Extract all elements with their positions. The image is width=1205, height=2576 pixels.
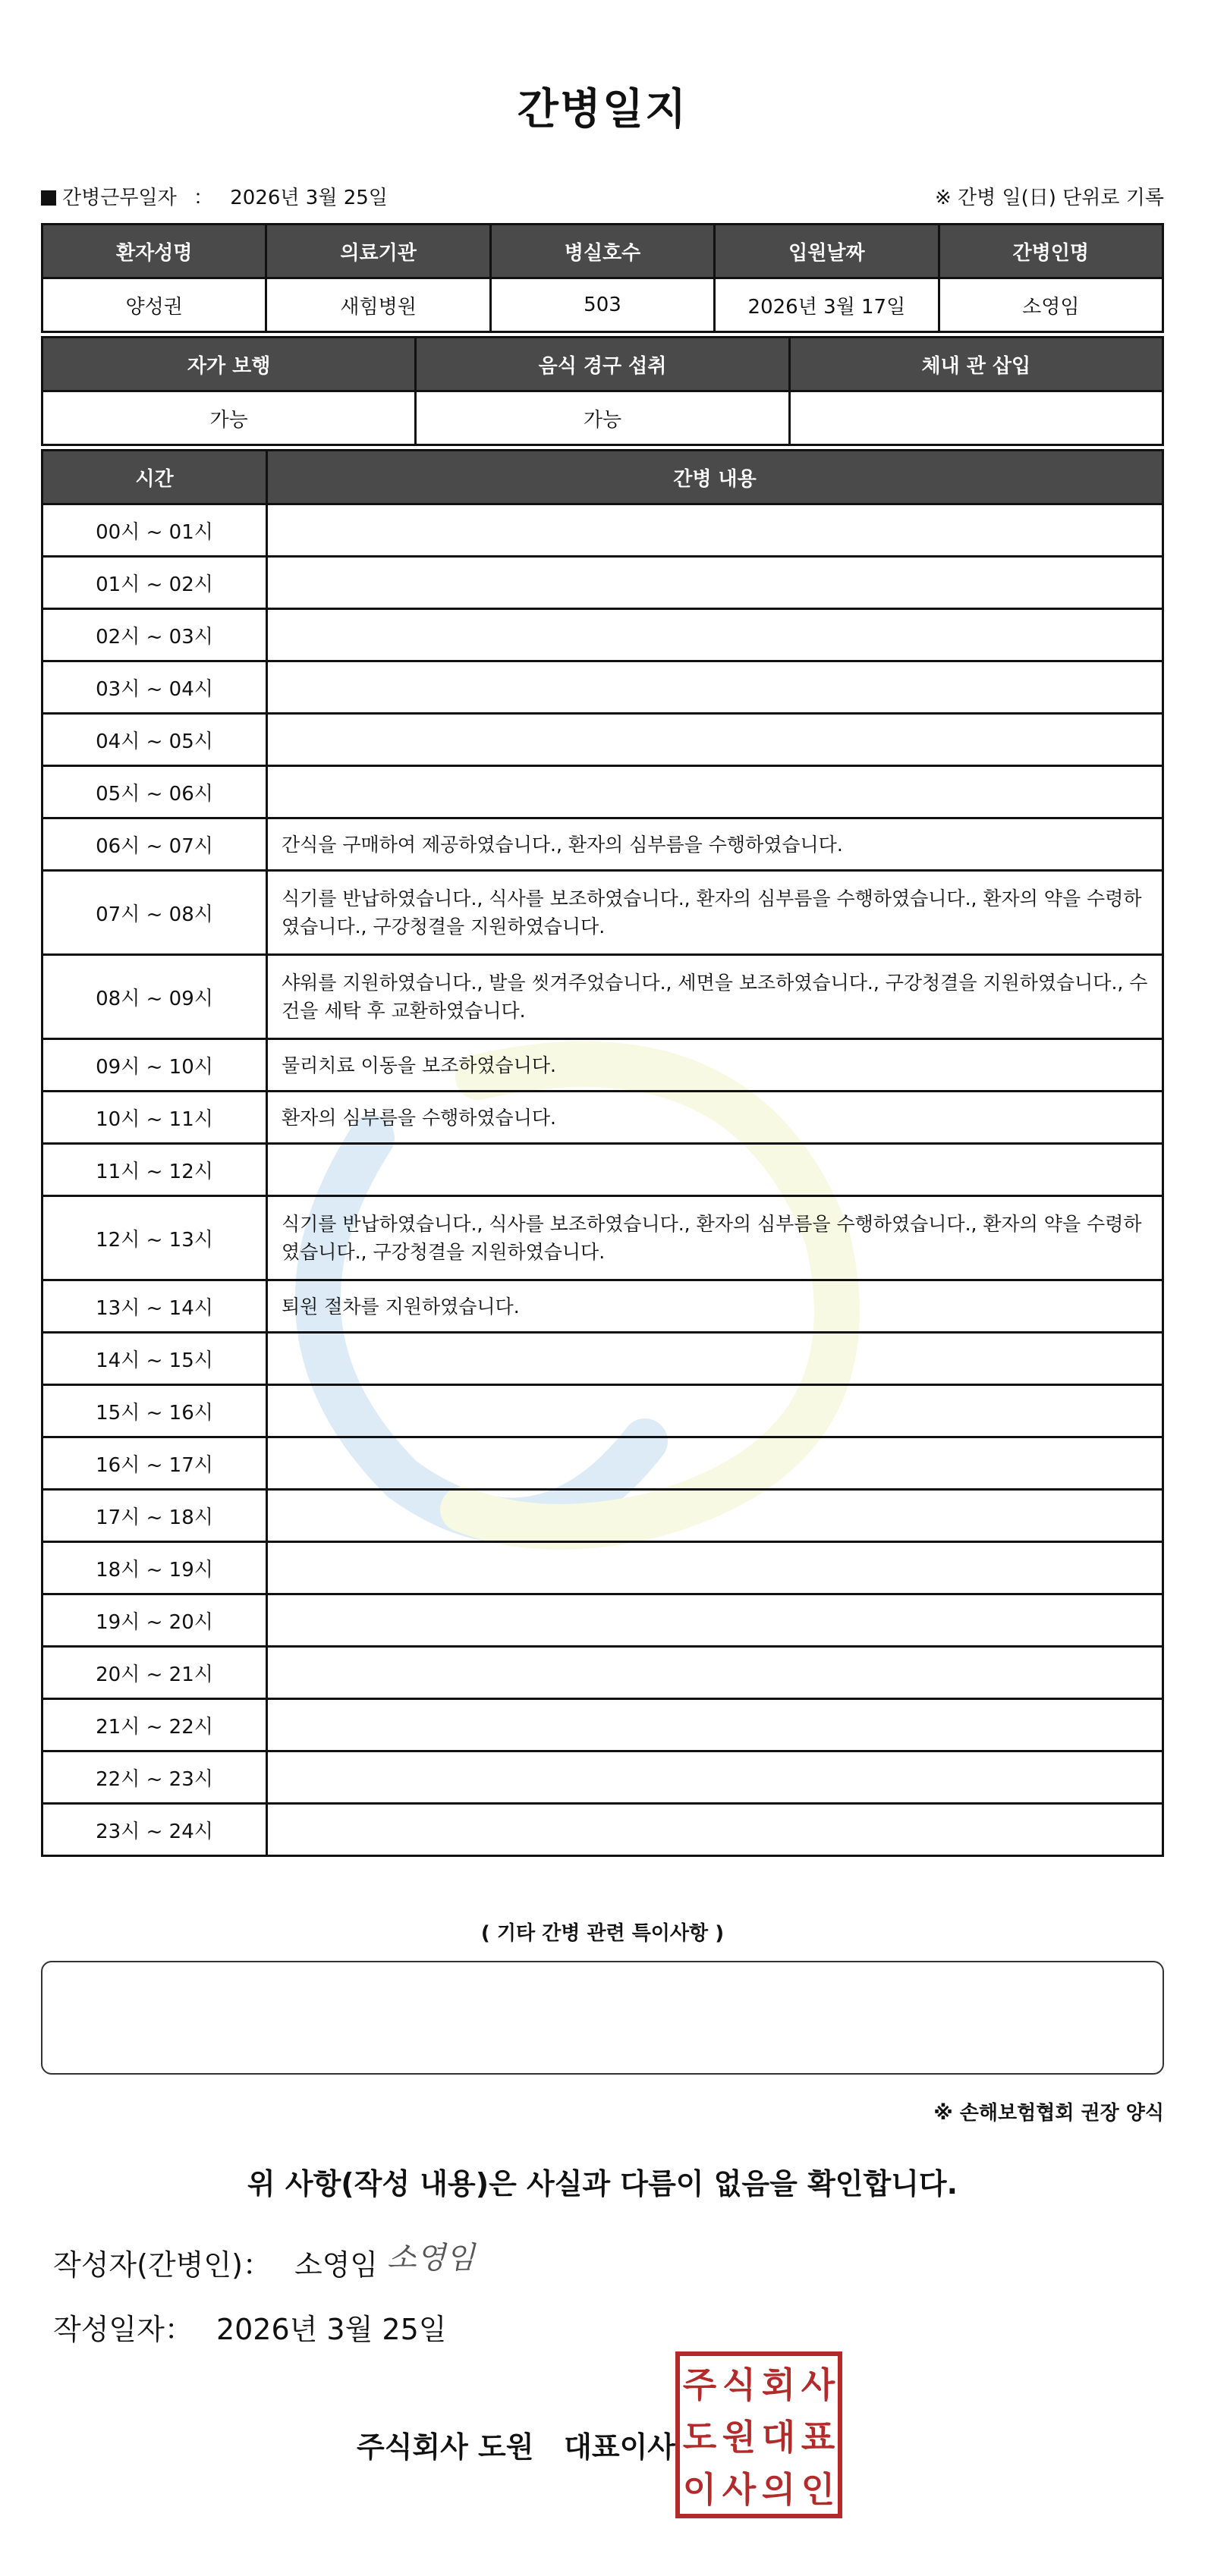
care-log-row (42, 766, 1163, 818)
care-log-content (267, 1385, 1163, 1437)
care-log-row (42, 955, 1163, 1039)
care-log-time: 21시 ~ 22시 (42, 1699, 267, 1751)
care-log-time: 14시 ~ 15시 (42, 1333, 267, 1385)
care-log-row (42, 609, 1163, 661)
seal-character: 주 (682, 2364, 717, 2405)
care-log-content: 물리치료 이동을 보조하였습니다. (267, 1039, 1163, 1092)
square-bullet-icon (41, 190, 56, 206)
seal-character: 도 (682, 2416, 717, 2458)
written-date-value: 2026년 3월 25일 (216, 2313, 447, 2346)
seal-character: 이 (682, 2469, 717, 2511)
care-log-content (267, 609, 1163, 661)
self-walking-value: 가능 (42, 391, 416, 445)
care-log-time: 13시 ~ 14시 (42, 1280, 267, 1333)
seal-character: 표 (801, 2416, 835, 2458)
seal-character: 사 (801, 2364, 835, 2405)
seal-character: 식 (722, 2364, 757, 2405)
care-log-content (267, 766, 1163, 818)
care-log-row (42, 1196, 1163, 1280)
header-care-content: 간병 내용 (267, 451, 1163, 504)
confirmation-statement: 위 사항(작성 내용)은 사실과 다름이 없음을 확인합니다. (247, 2167, 958, 2201)
work-date (41, 182, 388, 210)
care-log-time: 06시 ~ 07시 (42, 818, 267, 871)
meta-row (41, 182, 1164, 212)
care-log-time: 09시 ~ 10시 (42, 1039, 267, 1092)
care-log-row (42, 1039, 1163, 1092)
patient-status-header-row (42, 338, 1163, 391)
care-log-time: 01시 ~ 02시 (42, 557, 267, 609)
care-log-row (42, 1490, 1163, 1542)
care-log-row (42, 1333, 1163, 1385)
care-log-content (267, 1751, 1163, 1804)
care-log-time: 00시 ~ 01시 (42, 504, 267, 557)
oral-intake-value: 가능 (416, 391, 789, 445)
care-log-time: 05시 ~ 06시 (42, 766, 267, 818)
company-representative: 주식회사 도원 대표이사 (357, 2430, 675, 2464)
care-log-content (267, 504, 1163, 557)
care-log-row (42, 1699, 1163, 1751)
care-log-time: 04시 ~ 05시 (42, 714, 267, 766)
care-log-header-row (42, 451, 1163, 504)
care-log-row (42, 1751, 1163, 1804)
header-room: 병실호수 (490, 225, 714, 278)
care-log-content (267, 1594, 1163, 1647)
care-log-table (41, 449, 1164, 1857)
seal-character: 의 (761, 2469, 796, 2511)
care-log-content: 퇴원 절차를 지원하였습니다. (267, 1280, 1163, 1333)
header-admission-date: 입원날짜 (715, 225, 939, 278)
care-log-body (42, 504, 1163, 1856)
writer-name: 소영임 (294, 2248, 379, 2282)
header-patient-name: 환자성명 (42, 225, 266, 278)
writer-line (53, 2241, 378, 2283)
care-log-content (267, 557, 1163, 609)
company-seal-stamp (675, 2351, 842, 2518)
seal-character: 인 (801, 2469, 835, 2511)
special-notes-box (41, 1961, 1164, 2075)
care-log-row (42, 1437, 1163, 1490)
patient-info-value-row (42, 278, 1163, 332)
work-date-value: 2026년 3월 25일 (230, 187, 388, 209)
care-log-row (42, 818, 1163, 871)
care-log-content (267, 661, 1163, 714)
care-log-time: 02시 ~ 03시 (42, 609, 267, 661)
work-date-label: 간병근무일자 (62, 187, 177, 209)
care-log-row (42, 1280, 1163, 1333)
patient-name: 양성권 (42, 278, 266, 332)
patient-status-table (41, 336, 1164, 446)
writer-label: 작성자(간병인)： (53, 2248, 272, 2282)
seal-character: 원 (722, 2416, 757, 2458)
care-log-content (267, 1333, 1163, 1385)
care-log-row (42, 871, 1163, 955)
care-log-time: 10시 ~ 11시 (42, 1092, 267, 1144)
care-log-content (267, 1699, 1163, 1751)
tube-insertion-value (789, 391, 1163, 445)
work-date-separator: ： (193, 187, 213, 209)
seal-character: 대 (761, 2416, 796, 2458)
care-log-content: 환자의 심부름을 수행하였습니다. (267, 1092, 1163, 1144)
hospital-name: 새힘병원 (266, 278, 490, 332)
care-log-row (42, 1804, 1163, 1856)
care-log-content: 샤워를 지원하였습니다., 발을 씻겨주었습니다., 세면을 보조하였습니다., 구강청결을 지원하였습니다., 수건을 세탁 후 교환하였습니다. (267, 955, 1163, 1039)
care-log-content (267, 1490, 1163, 1542)
care-log-row (42, 661, 1163, 714)
care-log-content (267, 1647, 1163, 1699)
care-log-content (267, 1144, 1163, 1196)
seal-character: 회 (761, 2364, 796, 2405)
care-log-time: 20시 ~ 21시 (42, 1647, 267, 1699)
care-log-time: 11시 ~ 12시 (42, 1144, 267, 1196)
care-log-content: 식기를 반납하였습니다., 식사를 보조하였습니다., 환자의 심부름을 수행하였습니다., 환자의 약을 수령하였습니다., 구강청결을 지원하였습니다. (267, 871, 1163, 955)
handwritten-signature: 소영임 (387, 2241, 475, 2276)
admission-date: 2026년 3월 17일 (715, 278, 939, 332)
patient-status-value-row (42, 391, 1163, 445)
care-log-row (42, 1385, 1163, 1437)
care-log-row (42, 1594, 1163, 1647)
special-notes-label: ( 기타 간병 관련 특이사항 ) (480, 1922, 725, 1945)
written-date-line (53, 2306, 446, 2348)
care-log-time: 16시 ~ 17시 (42, 1437, 267, 1490)
header-caregiver-name: 간병인명 (939, 225, 1163, 278)
care-log-time: 12시 ~ 13시 (42, 1196, 267, 1280)
record-note: ※ 간병 일(日) 단위로 기록 (934, 187, 1164, 209)
care-log-time: 23시 ~ 24시 (42, 1804, 267, 1856)
care-log-row (42, 1092, 1163, 1144)
patient-info-table (41, 223, 1164, 333)
care-log-content (267, 1804, 1163, 1856)
header-self-walking: 자가 보행 (42, 338, 416, 391)
header-time: 시간 (42, 451, 267, 504)
care-log-row (42, 1144, 1163, 1196)
care-log-time: 22시 ~ 23시 (42, 1751, 267, 1804)
written-date-label: 작성일자： (53, 2313, 193, 2346)
form-source-note: ※ 손해보험협회 권장 양식 (933, 2102, 1164, 2125)
care-log-content (267, 1437, 1163, 1490)
care-log-row (42, 1647, 1163, 1699)
header-tube-insertion: 체내 관 삽입 (789, 338, 1163, 391)
page-title: 간병일지 (517, 85, 688, 134)
care-log-content: 간식을 구매하여 제공하였습니다., 환자의 심부름을 수행하였습니다. (267, 818, 1163, 871)
care-log-row (42, 557, 1163, 609)
caregiver-name: 소영임 (939, 278, 1163, 332)
seal-character: 사 (722, 2469, 757, 2511)
care-log-row (42, 1542, 1163, 1594)
header-oral-intake: 음식 경구 섭취 (416, 338, 789, 391)
care-log-row (42, 504, 1163, 557)
care-log-time: 07시 ~ 08시 (42, 871, 267, 955)
room-number: 503 (490, 278, 714, 332)
header-hospital: 의료기관 (266, 225, 490, 278)
care-log-content: 식기를 반납하였습니다., 식사를 보조하였습니다., 환자의 심부름을 수행하였습니다., 환자의 약을 수령하였습니다., 구강청결을 지원하였습니다. (267, 1196, 1163, 1280)
care-log-time: 03시 ~ 04시 (42, 661, 267, 714)
care-log-time: 19시 ~ 20시 (42, 1594, 267, 1647)
care-log-row (42, 714, 1163, 766)
patient-info-header-row (42, 225, 1163, 278)
care-log-content (267, 1542, 1163, 1594)
care-log-time: 15시 ~ 16시 (42, 1385, 267, 1437)
care-log-time: 17시 ~ 18시 (42, 1490, 267, 1542)
care-log-time: 18시 ~ 19시 (42, 1542, 267, 1594)
care-log-content (267, 714, 1163, 766)
care-log-time: 08시 ~ 09시 (42, 955, 267, 1039)
